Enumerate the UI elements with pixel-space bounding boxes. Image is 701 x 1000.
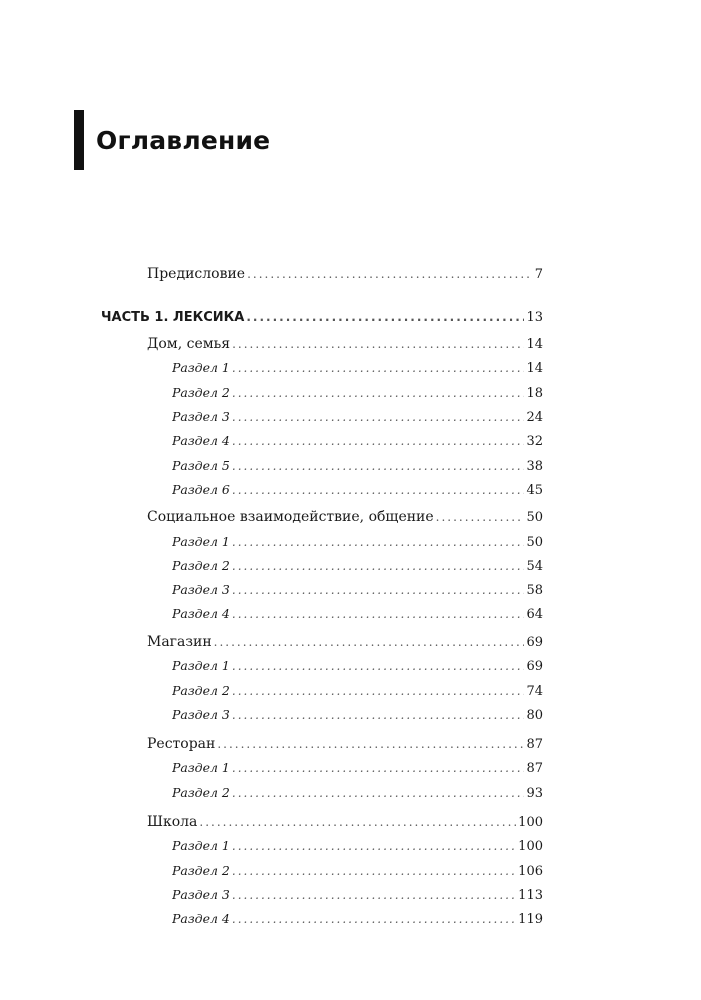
toc-page-number: 87 [526, 737, 543, 752]
dot-leader [232, 659, 525, 673]
toc-entry-label: Социальное взаимодействие, общение [147, 509, 434, 525]
dot-leader [232, 607, 525, 621]
toc-entry-label: Раздел 2 [172, 558, 230, 573]
toc-entry-label: Раздел 3 [172, 582, 230, 597]
toc-page-number: 38 [526, 459, 543, 474]
dot-leader [232, 386, 525, 400]
toc-entry-label: Раздел 2 [172, 683, 230, 698]
toc-subsection-entry [172, 760, 543, 782]
toc-entry-label: Раздел 5 [172, 458, 230, 473]
toc-page-number: 93 [526, 786, 543, 801]
toc-subsection-entry [172, 658, 543, 680]
toc-part-entry [101, 310, 543, 332]
toc-page-number: 87 [526, 761, 543, 776]
dot-leader [232, 410, 525, 424]
toc-entry-label: Раздел 1 [172, 534, 230, 549]
toc-entry-label: ЧАСТЬ 1. ЛЕКСИКА [101, 310, 245, 325]
toc-subsection-entry [172, 683, 543, 705]
dot-leader [232, 434, 525, 448]
toc-entry-label: Раздел 6 [172, 482, 230, 497]
toc-page-number: 100 [518, 815, 543, 830]
toc-page-number: 74 [526, 684, 543, 699]
toc-page-number: 14 [526, 337, 543, 352]
toc-page-number: 100 [518, 839, 543, 854]
dot-leader [232, 912, 516, 926]
toc-entry-label: Дом, семья [147, 336, 231, 352]
toc-entry-label: Магазин [147, 634, 212, 650]
toc-entry-label: Раздел 1 [172, 760, 230, 775]
dot-leader [232, 761, 525, 775]
toc-entry-label: Ресторан [147, 736, 216, 752]
toc-entry-label: Раздел 1 [172, 360, 230, 375]
toc-chapter-entry [147, 736, 543, 758]
toc-page-number: 69 [526, 659, 543, 674]
toc-page-number: 58 [526, 583, 543, 598]
toc-page-number: 113 [518, 888, 543, 903]
dot-leader [436, 510, 525, 524]
dot-leader [232, 708, 525, 722]
toc-page-number: 13 [526, 310, 543, 325]
dot-leader [199, 815, 516, 829]
toc-chapter-entry [147, 814, 543, 836]
toc-entry-label: Раздел 3 [172, 887, 230, 902]
toc-entry-label: Раздел 1 [172, 838, 230, 853]
toc-page-number: 50 [526, 510, 543, 525]
toc-page-number: 64 [526, 607, 543, 622]
dot-leader [232, 459, 525, 473]
dot-leader [232, 535, 525, 549]
toc-entry-label: Предисловие [147, 266, 246, 282]
dot-leader [232, 684, 525, 698]
dot-leader [232, 559, 525, 573]
toc-subsection-entry [172, 409, 543, 431]
toc-entry-label: Раздел 4 [172, 433, 230, 448]
toc-page-number: 119 [518, 912, 543, 927]
toc-entry-label: Раздел 3 [172, 707, 230, 722]
toc-page-number: 32 [526, 434, 543, 449]
page-title: Оглавление [96, 125, 271, 155]
toc-subsection-entry [172, 482, 543, 504]
dot-leader [232, 483, 525, 497]
dot-leader [232, 337, 524, 351]
toc-chapter-entry [147, 336, 543, 358]
dot-leader [232, 888, 516, 902]
toc-entry-label: Раздел 3 [172, 409, 230, 424]
toc-page-number: 54 [526, 559, 543, 574]
toc-subsection-entry [172, 458, 543, 480]
toc-entry-label: Раздел 2 [172, 385, 230, 400]
toc-entry-label: Раздел 2 [172, 863, 230, 878]
toc-page-number: 24 [526, 410, 543, 425]
dot-leader [232, 864, 516, 878]
toc-page-number: 18 [526, 386, 543, 401]
toc-entry-label: Раздел 4 [172, 911, 230, 926]
toc-page-number: 106 [518, 864, 543, 879]
toc-entry-label: Раздел 1 [172, 658, 230, 673]
toc-subsection-entry [172, 838, 543, 860]
dot-leader [246, 310, 524, 324]
toc-entry-label: Школа [147, 814, 198, 830]
toc-subsection-entry [172, 911, 543, 933]
toc-page-number: 7 [534, 267, 543, 282]
dot-leader [232, 583, 525, 597]
toc-page-number: 45 [526, 483, 543, 498]
dot-leader [232, 786, 525, 800]
toc-chapter-entry [147, 634, 543, 656]
toc-subsection-entry [172, 558, 543, 580]
toc-subsection-entry [172, 863, 543, 885]
toc-entry-label: Раздел 2 [172, 785, 230, 800]
toc-subsection-entry [172, 582, 543, 604]
dot-leader [214, 635, 525, 649]
toc-subsection-entry [172, 385, 543, 407]
toc-page-number: 69 [526, 635, 543, 650]
toc-subsection-entry [172, 360, 543, 382]
toc-subsection-entry [172, 785, 543, 807]
dot-leader [217, 737, 524, 751]
toc-subsection-entry [172, 433, 543, 455]
dot-leader [247, 267, 533, 281]
dot-leader [232, 361, 525, 375]
toc-subsection-entry [172, 606, 543, 628]
toc-chapter-entry [147, 509, 543, 531]
toc-subsection-entry [172, 534, 543, 556]
toc-page-number: 50 [526, 535, 543, 550]
toc-page-number: 80 [526, 708, 543, 723]
toc-page-number: 14 [526, 361, 543, 376]
dot-leader [232, 839, 516, 853]
toc-entry-label: Раздел 4 [172, 606, 230, 621]
toc-subsection-entry [172, 887, 543, 909]
toc-chapter-entry [147, 266, 543, 288]
toc-subsection-entry [172, 707, 543, 729]
